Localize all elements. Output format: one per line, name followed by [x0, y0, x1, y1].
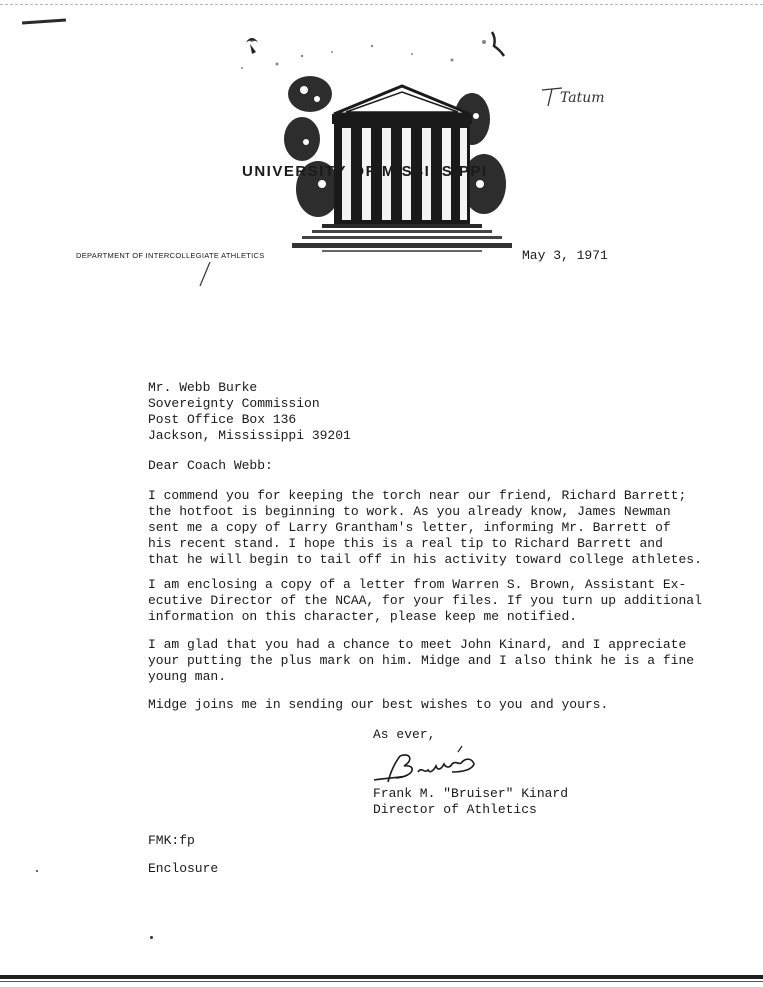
body-line: young man.: [148, 669, 227, 684]
university-name: UNIVERSITY OF MISSISSIPPI: [242, 163, 488, 180]
body-line: information on this character, please keep me notified.: [148, 609, 578, 624]
body-line: sent me a copy of Larry Grantham's letter, informing Mr. Barrett of: [148, 520, 671, 535]
page-bottom-edge: [0, 975, 763, 979]
body-line: your putting the plus mark on him. Midge and I also think he is a fine: [148, 653, 695, 668]
closing: As ever,: [373, 727, 436, 742]
body-paragraph-2: [148, 577, 702, 625]
body-line: that he will begin to tail off in his activity toward college athletes.: [148, 552, 702, 567]
salutation: Dear Coach Webb:: [148, 458, 273, 473]
body-line: ecutive Director of the NCAA, for your files. If you turn up additional: [148, 593, 702, 608]
enclosure-notation: Enclosure: [148, 861, 219, 876]
address-line: Sovereignty Commission: [148, 396, 320, 411]
ink-speck: [150, 936, 153, 939]
body-paragraph-4: [148, 697, 608, 713]
signer-block: [373, 786, 568, 818]
pen-mark: [22, 18, 66, 24]
lyceum-building-crest-icon: [222, 24, 522, 254]
address-line: Post Office Box 136: [148, 412, 297, 427]
pen-tick-mark: [196, 260, 214, 290]
body-line: I am glad that you had a chance to meet John Kinard, and I appreciate: [148, 637, 687, 652]
address-line: Jackson, Mississippi 39201: [148, 428, 351, 443]
letter-date: May 3, 1971: [522, 248, 608, 263]
page-top-edge: [0, 4, 763, 5]
body-paragraph-1: [148, 488, 702, 568]
department-name: DEPARTMENT OF INTERCOLLEGIATE ATHLETICS: [76, 251, 265, 260]
handwritten-signature: [366, 742, 516, 790]
body-line: I commend you for keeping the torch near our friend, Richard Barrett;: [148, 488, 687, 503]
body-line: the hotfoot is beginning to work. As you already know, James Newman: [148, 504, 671, 519]
address-line: Mr. Webb Burke: [148, 380, 258, 395]
handwritten-note-text: Tatum: [560, 90, 605, 106]
body-line: Midge joins me in sending our best wishes to you and yours.: [148, 697, 609, 712]
ink-speck: [36, 870, 38, 872]
body-paragraph-3: [148, 637, 694, 685]
signer-name: Frank M. "Bruiser" Kinard: [373, 786, 569, 801]
body-line: his recent stand. I hope this is a real tip to Richard Barrett and: [148, 536, 663, 551]
body-line: I am enclosing a copy of a letter from Warren S. Brown, Assistant Ex-: [148, 577, 687, 592]
handwritten-annotation: [540, 80, 620, 110]
signer-title: Director of Athletics: [373, 802, 537, 817]
page-bottom-line: [0, 981, 763, 982]
recipient-address: [148, 380, 351, 444]
reference-initials: FMK:fp: [148, 833, 195, 848]
